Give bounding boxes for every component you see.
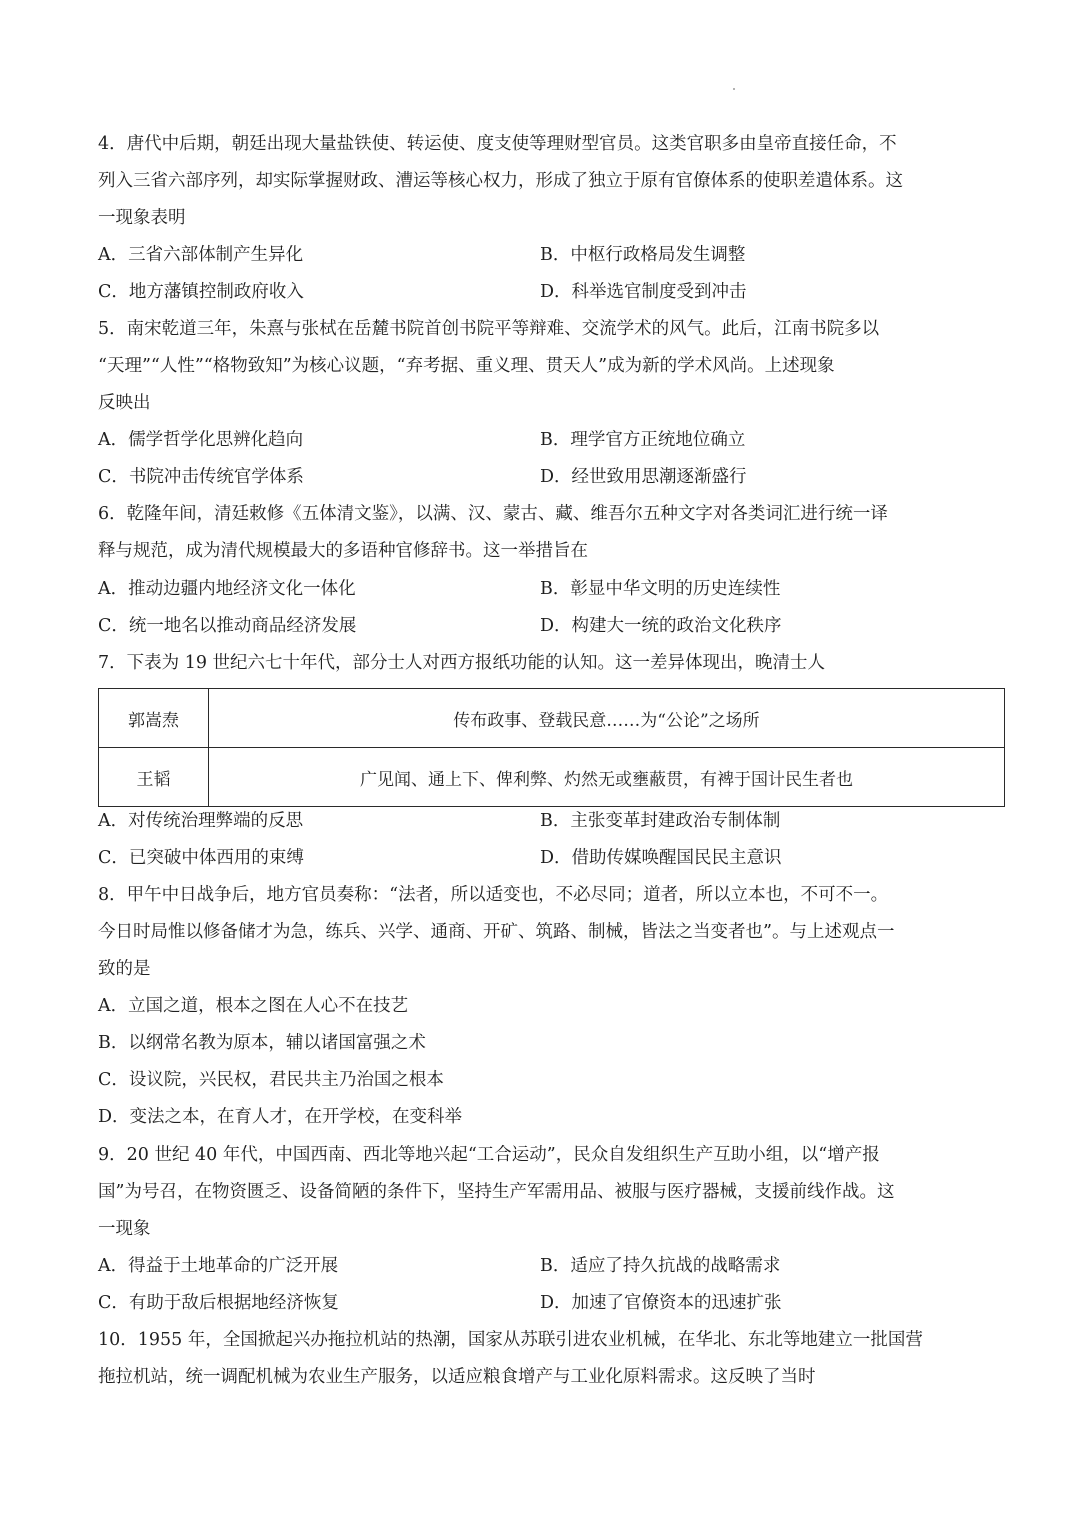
scan-dot xyxy=(733,88,735,90)
q5-stem-line-3: 反映出 xyxy=(98,393,151,413)
q5-option-b: B．理学官方正统地位确立 xyxy=(540,430,746,450)
q8-stem-line-1: 8．甲午中日战争后，地方官员奏称：“法者，所以适变也，不必尽同；道者，所以立本也，不可不一。 xyxy=(98,885,889,905)
q4-option-c: C．地方藩镇控制政府收入 xyxy=(98,282,304,302)
q4-option-d: D．科举选官制度受到冲击 xyxy=(540,282,747,302)
q7-option-d: D．借助传媒唤醒国民民主意识 xyxy=(540,848,782,868)
q4-stem-line-2: 列入三省六部序列，却实际掌握财政、漕运等核心权力，形成了独立于原有官僚体系的使职差遣体系。这 xyxy=(98,171,903,191)
q6-option-b: B．彰显中华文明的历史连续性 xyxy=(540,579,781,599)
q9-stem-line-2: 国”为号召，在物资匮乏、设备简陋的条件下，坚持生产军需用品、被服与医疗器械，支援前线作战。这 xyxy=(98,1182,895,1202)
q7-option-b: B．主张变革封建政治专制体制 xyxy=(540,811,781,831)
q4-stem-line-3: 一现象表明 xyxy=(98,208,186,228)
q4-stem-line-1: 4．唐代中后期，朝廷出现大量盐铁使、转运使、度支使等理财型官员。这类官职多由皇帝直接任命，不 xyxy=(98,134,897,154)
table-row xyxy=(99,689,1005,748)
q6-option-d: D．构建大一统的政治文化秩序 xyxy=(540,616,782,636)
q8-option-b: B．以纲常名教为原本，辅以诸国富强之术 xyxy=(98,1033,426,1053)
q8-stem-line-3: 致的是 xyxy=(98,959,151,979)
q7-option-a: A．对传统治理弊端的反思 xyxy=(98,811,304,831)
q6-option-c: C．统一地名以推动商品经济发展 xyxy=(98,616,357,636)
q5-stem-line-1: 5．南宋乾道三年，朱熹与张栻在岳麓书院首创书院平等辩难、交流学术的风气。此后，江南书院多以 xyxy=(98,319,880,339)
q7-option-c: C．已突破中体西用的束缚 xyxy=(98,848,304,868)
q8-option-c: C．设议院，兴民权，君民共主乃治国之根本 xyxy=(98,1070,444,1090)
q10-stem-line-1: 10．1955 年，全国掀起兴办拖拉机站的热潮，国家从苏联引进农业机械，在华北、东北等地建立一批国营 xyxy=(98,1330,923,1350)
q9-option-d: D．加速了官僚资本的迅速扩张 xyxy=(540,1293,782,1313)
q9-stem-line-3: 一现象 xyxy=(98,1219,151,1239)
q7-table xyxy=(98,688,1005,807)
q9-option-c: C．有助于敌后根据地经济恢复 xyxy=(98,1293,339,1313)
q5-option-c: C．书院冲击传统官学体系 xyxy=(98,467,304,487)
q5-stem-line-2: “天理”“人性”“格物致知”为核心议题，“弃考据、重义理、贯天人”成为新的学术风尚。上述现象 xyxy=(98,356,835,376)
q10-stem-line-2: 拖拉机站，统一调配机械为农业生产服务，以适应粮食增产与工业化原料需求。这反映了当时 xyxy=(98,1367,816,1387)
table-row xyxy=(99,748,1005,807)
table-cell-quote: 广见闻、通上下、俾利弊、灼然无或壅蔽贯，有裨于国计民生者也 xyxy=(209,748,1005,807)
q8-stem-line-2: 今日时局惟以修备储才为急，练兵、兴学、通商、开矿、筑路、制械，皆法之当变者也”。与上述观点一 xyxy=(98,922,895,942)
q4-option-a: A．三省六部体制产生异化 xyxy=(98,245,304,265)
q4-option-b: B．中枢行政格局发生调整 xyxy=(540,245,746,265)
table-cell-name: 郭嵩焘 xyxy=(99,689,209,748)
table-cell-name: 王韬 xyxy=(99,748,209,807)
q9-option-b: B．适应了持久抗战的战略需求 xyxy=(540,1256,781,1276)
table-cell-quote: 传布政事、登载民意……为“公论”之场所 xyxy=(209,689,1005,748)
q9-option-a: A．得益于土地革命的广泛开展 xyxy=(98,1256,339,1276)
q6-option-a: A．推动边疆内地经济文化一体化 xyxy=(98,579,356,599)
q6-stem-line-1: 6．乾隆年间，清廷敕修《五体清文鉴》，以满、汉、蒙古、藏、维吾尔五种文字对各类词汇进行统一译 xyxy=(98,504,888,524)
q6-stem-line-2: 释与规范，成为清代规模最大的多语种官修辞书。这一举措旨在 xyxy=(98,541,588,561)
q5-option-a: A．儒学哲学化思辨化趋向 xyxy=(98,430,304,450)
q7-stem-line-1: 7．下表为 19 世纪六七十年代，部分士人对西方报纸功能的认知。这一差异体现出，晚清士人 xyxy=(98,653,826,673)
q8-option-d: D．变法之本，在育人才，在开学校，在变科举 xyxy=(98,1107,463,1127)
q8-option-a: A．立国之道，根本之图在人心不在技艺 xyxy=(98,996,409,1016)
q9-stem-line-1: 9．20 世纪 40 年代，中国西南、西北等地兴起“工合运动”，民众自发组织生产互助小组，以“增产报 xyxy=(98,1145,880,1165)
q5-option-d: D．经世致用思潮逐渐盛行 xyxy=(540,467,747,487)
